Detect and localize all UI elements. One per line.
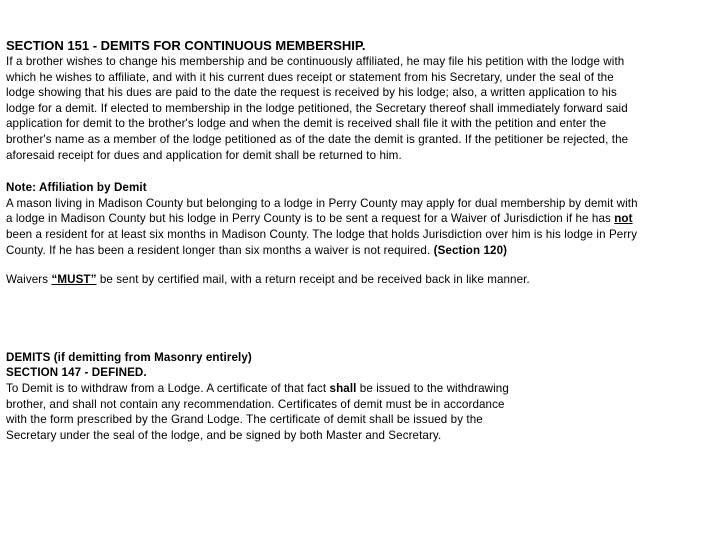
demits-body	[6, 381, 511, 443]
demits-text-b: be issued to the withdrawing brother, and shall not contain any recommendation. Certificates of demit must be in accordance with the form prescribed by the Grand Lodge. The certificate of demit shall be issued by the Secretary under the seal of the lodge, and be signed by both Master and Secretary.	[6, 381, 509, 442]
waivers-emphasis-must: “MUST”	[51, 273, 97, 287]
waivers-text-b: be sent by certified mail, with a return receipt and be received back in like manner.	[96, 273, 530, 287]
waivers-paragraph	[6, 272, 642, 288]
demits-text-a: To Demit is to withdraw from a Lodge. A certificate of that fact	[6, 381, 330, 395]
section-151-body: If a brother wishes to change his membership and be continuously affiliated, he may file his petition with the lodge with which he wishes to affiliate, and with it his current dues receipt or statement from his Secretary, under the seal of the lodge showing that his dues are paid to the date the request is received by his lodge; also, a written application to his lodge for a demit. If elected to membership in the lodge petitioned, the Secretary thereof shall immediately forward said application for demit to the brother's lodge and when the demit is received shall file it with the petition and enter the brother's name as a member of the lodge petitioned as of the date the demit is granted. If the petitioner be rejected, the aforesaid receipt for dues and application for demit shall be returned to him.	[6, 55, 629, 162]
demits-heading: DEMITS (if demitting from Masonry entirely)	[6, 350, 252, 364]
section-151-heading: SECTION 151 - DEMITS FOR CONTINUOUS MEMBERSHIP.	[6, 38, 366, 53]
waivers-text-a: Waivers	[6, 273, 52, 287]
note-reference: (Section 120)	[433, 243, 508, 257]
note-text-a: A mason living in Madison County but belonging to a lodge in Perry County may apply for dual membership by demit with a lodge in Madison County but his lodge in Perry County is to be sent a request for a Waiver of Jurisdiction if he has	[6, 196, 638, 226]
section-147-heading: SECTION 147 - DEFINED.	[6, 366, 147, 380]
demits-emphasis-shall: shall	[329, 381, 357, 395]
note-title: Note: Affiliation by Demit	[6, 181, 147, 195]
document-page	[6, 38, 642, 443]
demits-block	[6, 350, 511, 444]
note-emphasis-not: not	[614, 212, 633, 226]
note-body	[6, 196, 642, 258]
note-text-b: been a resident for at least six months in Madison County. The lodge that holds Jurisdiction over him is his lodge in Perry County. If he has been a resident longer than six months a waiver is not required.	[6, 227, 638, 257]
